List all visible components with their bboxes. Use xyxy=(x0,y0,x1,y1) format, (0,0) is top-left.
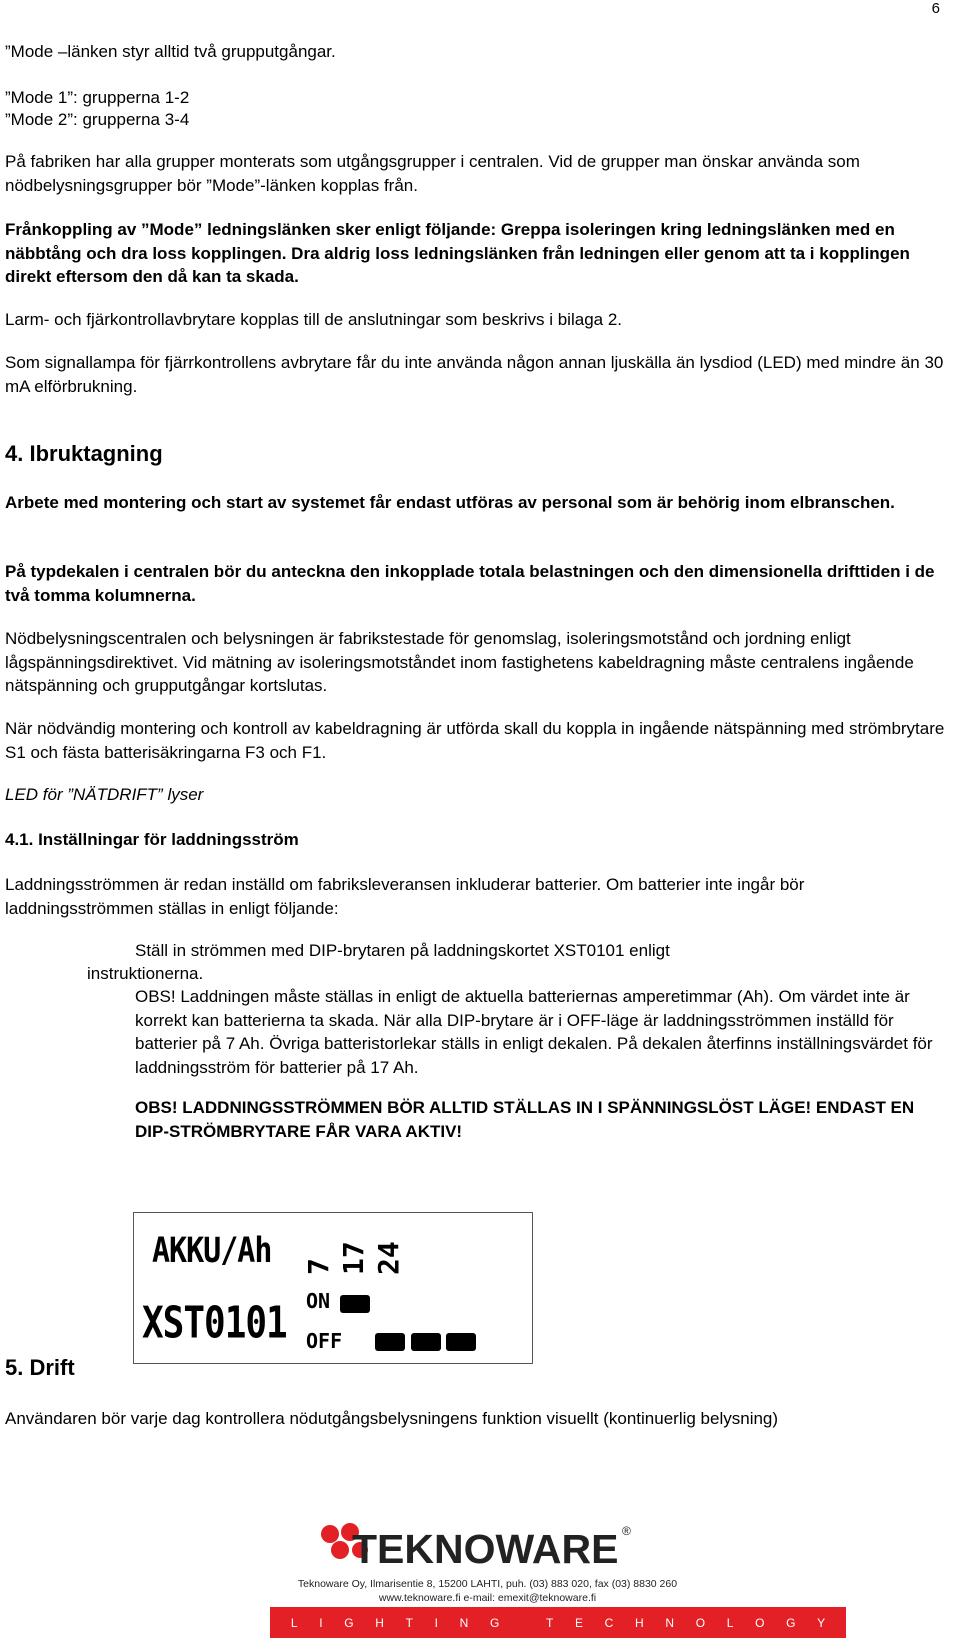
tagline-letter: L xyxy=(290,1615,298,1630)
tagline-letter: T xyxy=(405,1615,413,1630)
tagline-letter xyxy=(521,1616,524,1630)
obs-warning-uppercase: OBS! LADDNINGSSTRÖMMEN BÖR ALLTID STÄLLAS IN I SPÄNNINGSLÖST LÄGE! ENDAST EN DIP-STRÖMBRYTARE FÅR VARA AKTIV! xyxy=(135,1098,915,1141)
registered-mark: ® xyxy=(622,1524,631,1538)
type-label-paragraph: På typdekalen i centralen bör du anteckna den inkopplade totala belastningen och den dimensionella drifttiden i de två tomma kolumnerna. xyxy=(5,562,935,605)
factory-groups-paragraph: På fabriken har alla grupper monterats som utgångsgrupper i centralen. Vid de grupper man önskar använda som nödbelysningsgrupper bör ”Mode”-länken kopplas från. xyxy=(5,152,860,195)
tagline-letter: G xyxy=(344,1615,354,1630)
board-id-label: XST0101 xyxy=(142,1299,287,1349)
factory-test-paragraph: Nödbelysningscentralen och belysningen är fabrikstestade för genomslag, isoleringsmotstånd och jordning enligt lågspänningsdirektivet. Vid mätning av isoleringsmotståndet inom fastighetens kabeldragning måste centralens ingående nätspänning och grupputgångar kortslutas. xyxy=(5,629,914,695)
disconnect-instructions: Frånkoppling av ”Mode” ledningslänken sker enligt följande: Greppa isoleringen kring ledningslänken med en näbbtång och dra loss kopplingen. Dra aldrig loss ledningslänken från ledningen eller genom att ta i kopplingen direkt eftersom den då kan ta skada. xyxy=(5,220,910,286)
tagline-letter: G xyxy=(489,1615,500,1630)
on-label: ON xyxy=(306,1289,331,1313)
led-mains-note: LED för ”NÄTDRIFT” lyser xyxy=(5,785,204,804)
daily-check-paragraph: Användaren bör varje dag kontrollera nödutgångsbelysningens funktion visuellt (kontinuerlig belysning) xyxy=(5,1409,779,1428)
mode-link-note: ”Mode –länken styr alltid två grupputgångar. xyxy=(5,42,336,61)
dip-set-continuation: instruktionerna. xyxy=(87,964,204,983)
power-connect-paragraph: När nödvändig montering och kontroll av kabeldragning är utförda skall du koppla in ingående nätspänning med strömbrytare S1 och fästa batterisäkringarna F3 och F1. xyxy=(5,719,945,762)
dip-switch-2-off xyxy=(375,1333,405,1351)
column-label-24: 24 xyxy=(372,1241,405,1275)
dip-switch-3-off xyxy=(411,1333,441,1351)
footer-address: Teknoware Oy, Ilmarisentie 8, 15200 LAHTI, puh. (03) 883 020, fax (03) 8830 260 xyxy=(297,1578,678,1590)
akku-ah-label: AKKU/Ah xyxy=(152,1231,272,1272)
brand-name: TEKNOWARE xyxy=(352,1526,619,1572)
tagline-letter: G xyxy=(786,1615,796,1630)
obs-charging-paragraph: OBS! Laddningen måste ställas in enligt de aktuella batteriernas amperetimmar (Ah). Om värdet inte är korrekt kan batterierna ta skada. När alla DIP-brytare är i OFF-läge är laddningsströmmen inställd för batterier på 7 Ah. Övriga batteristorlekar ställs in enligt dekalen. På dekalen återfinns inställningsvärdet för laddningsström för batterier på 17 Ah. xyxy=(135,987,933,1077)
tagline-letter: I xyxy=(434,1615,438,1630)
dip-set-line: Ställ in strömmen med DIP-brytaren på laddningskortet XST0101 enligt xyxy=(135,941,670,960)
footer-web: www.teknoware.fi e-mail: emexit@teknoware.fi xyxy=(378,1592,597,1604)
tagline-letter: N xyxy=(665,1615,675,1630)
section-4-heading: 4. Ibruktagning xyxy=(5,441,163,466)
tagline-letter: O xyxy=(755,1615,765,1630)
charging-current-paragraph: Laddningsströmmen är redan inställd om fabriksleveransen inkluderar batterier. Om batterier inte ingår bör laddningsströmmen ställas in enligt följande: xyxy=(5,875,805,918)
page-number: 6 xyxy=(931,0,940,17)
tagline-letter: O xyxy=(695,1615,706,1630)
section-4-1-heading: 4.1. Inställningar för laddningsström xyxy=(5,830,299,849)
tagline-letter: C xyxy=(604,1615,614,1630)
section-5-heading: 5. Drift xyxy=(5,1355,75,1380)
dip-switch-4-off xyxy=(446,1333,476,1351)
alarm-paragraph: Larm- och fjärkontrollavbrytare kopplas till de anslutningar som beskrivs i bilaga 2. xyxy=(5,310,623,329)
tagline-letter: L xyxy=(726,1615,734,1630)
mode-1-line: ”Mode 1”: grupperna 1-2 xyxy=(5,88,190,107)
tagline-letter: T xyxy=(545,1615,554,1630)
signal-lamp-paragraph: Som signallampa för fjärrkontrollens avbrytare får du inte använda någon annan ljuskälla än lysdiod (LED) med mindre än 30 mA elförbrukning. xyxy=(5,353,944,396)
qualified-personnel-paragraph: Arbete med montering och start av systemet får endast utföras av personal som är behörig inom elbranschen. xyxy=(5,493,895,512)
column-label-17: 17 xyxy=(337,1241,370,1275)
tagline-letter: E xyxy=(574,1615,583,1630)
tagline-letter: H xyxy=(635,1615,644,1630)
off-label: OFF xyxy=(306,1329,343,1353)
tagline-letter: H xyxy=(375,1615,384,1630)
tagline-letter: Y xyxy=(817,1615,826,1630)
tagline-letter: I xyxy=(319,1615,323,1630)
lighting-technology-bar xyxy=(270,1607,846,1638)
mode-2-line: ”Mode 2”: grupperna 3-4 xyxy=(5,110,190,129)
column-label-7: 7 xyxy=(302,1258,335,1275)
footer-logo xyxy=(290,1526,710,1616)
dip-switch-1-on xyxy=(340,1295,370,1313)
tagline-letter: N xyxy=(459,1615,469,1630)
dip-switch-label-image xyxy=(133,1212,533,1364)
